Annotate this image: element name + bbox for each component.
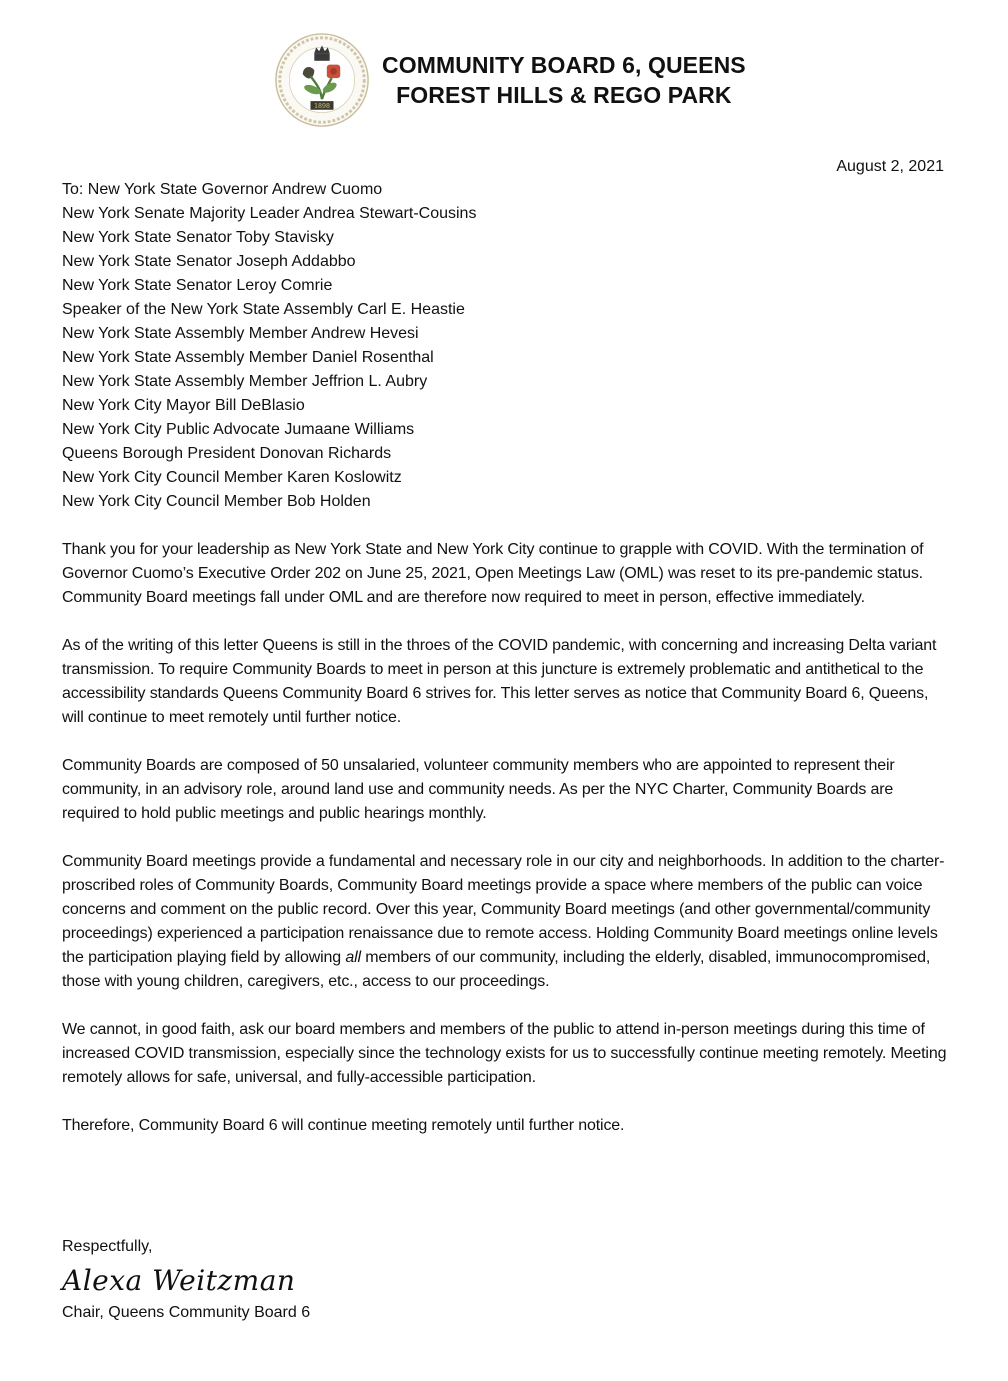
org-name-line2: FOREST HILLS & REGO PARK [396, 82, 732, 108]
paragraph-text: Community Board meetings provide a fundamental and necessary role in our city and neighborhoods. In addition to the charter-proscribed roles of Community Boards, Community Board meetings provide a space where members of the public can voice concerns and comment on the public record. Over this year, Community Board meetings (and other governmental/community proceedings) experienced a participation renaissance due to remote access. Holding Community Board meetings online levels the participation playing field by allowing [62, 853, 945, 966]
body-paragraph [62, 850, 952, 994]
organization-name [382, 50, 746, 110]
recipient: New York City Council Member Karen Koslowitz [62, 469, 402, 486]
recipient: New York State Assembly Member Andrew Hevesi [62, 325, 419, 342]
body-paragraph: Community Boards are composed of 50 unsalaried, volunteer community members who are appointed to represent their community, in an advisory role, around land use and community needs. As per the NYC Charter, Community Boards are required to hold public meetings and public hearings monthly. [62, 757, 895, 822]
recipient-list [62, 178, 476, 514]
recipient: New York State Assembly Member Daniel Rosenthal [62, 349, 434, 366]
recipient: New York Senate Majority Leader Andrea Stewart-Cousins [62, 205, 477, 222]
letter-body [62, 538, 952, 1162]
recipient: New York State Assembly Member Jeffrion L. Aubry [62, 373, 428, 390]
recipient: Queens Borough President Donovan Richards [62, 445, 392, 462]
recipient: New York State Senator Joseph Addabbo [62, 253, 356, 270]
recipient: New York City Council Member Bob Holden [62, 493, 371, 510]
recipient: New York City Public Advocate Jumaane Williams [62, 421, 415, 438]
recipient: New York State Senator Leroy Comrie [62, 277, 333, 294]
recipient: Speaker of the New York State Assembly Carl E. Heastie [62, 301, 465, 318]
emphasized-word: all [345, 949, 361, 966]
letterhead [274, 30, 746, 130]
signature: Alexa Weitzman [62, 1264, 296, 1297]
salutation: Respectfully, [62, 1238, 153, 1255]
body-paragraph: Therefore, Community Board 6 will continue meeting remotely until further notice. [62, 1117, 625, 1134]
body-paragraph: Thank you for your leadership as New York State and New York City continue to grapple with COVID. With the termination of Governor Cuomo’s Executive Order 202 on June 25, 2021, Open Meetings Law (OML) was reset to its pre-pandemic status. Community Board meetings fall under OML and are therefore now required to meet in person, effective immediately. [62, 541, 924, 606]
recipient: To: New York State Governor Andrew Cuomo [62, 181, 383, 198]
letter-date: August 2, 2021 [836, 158, 944, 175]
letter-closing [62, 1235, 310, 1325]
paragraph-text: members of our community, including the elderly, disabled, immunocompromised, those with young children, caregivers, etc., access to our proceedings. [62, 949, 931, 990]
body-paragraph: As of the writing of this letter Queens is still in the throes of the COVID pandemic, with concerning and increasing Delta variant transmission. To require Community Boards to meet in person at this juncture is extremely problematic and antithetical to the accessibility standards Queens Community Board 6 strives for. This letter serves as notice that Community Board 6, Queens, will continue to meet remotely until further notice. [62, 637, 937, 726]
signer-title: Chair, Queens Community Board 6 [62, 1304, 311, 1321]
recipient: New York State Senator Toby Stavisky [62, 229, 334, 246]
org-name-line1: COMMUNITY BOARD 6, QUEENS [382, 52, 746, 78]
recipient: New York City Mayor Bill DeBlasio [62, 397, 305, 414]
borough-of-queens-seal-icon [274, 32, 370, 128]
body-paragraph: We cannot, in good faith, ask our board members and members of the public to attend in-person meetings during this time of increased COVID transmission, especially since the technology exists for us to successfully continue meeting remotely. Meeting remotely allows for safe, universal, and fully-accessible participation. [62, 1021, 947, 1086]
svg-text:1898: 1898 [314, 102, 330, 110]
